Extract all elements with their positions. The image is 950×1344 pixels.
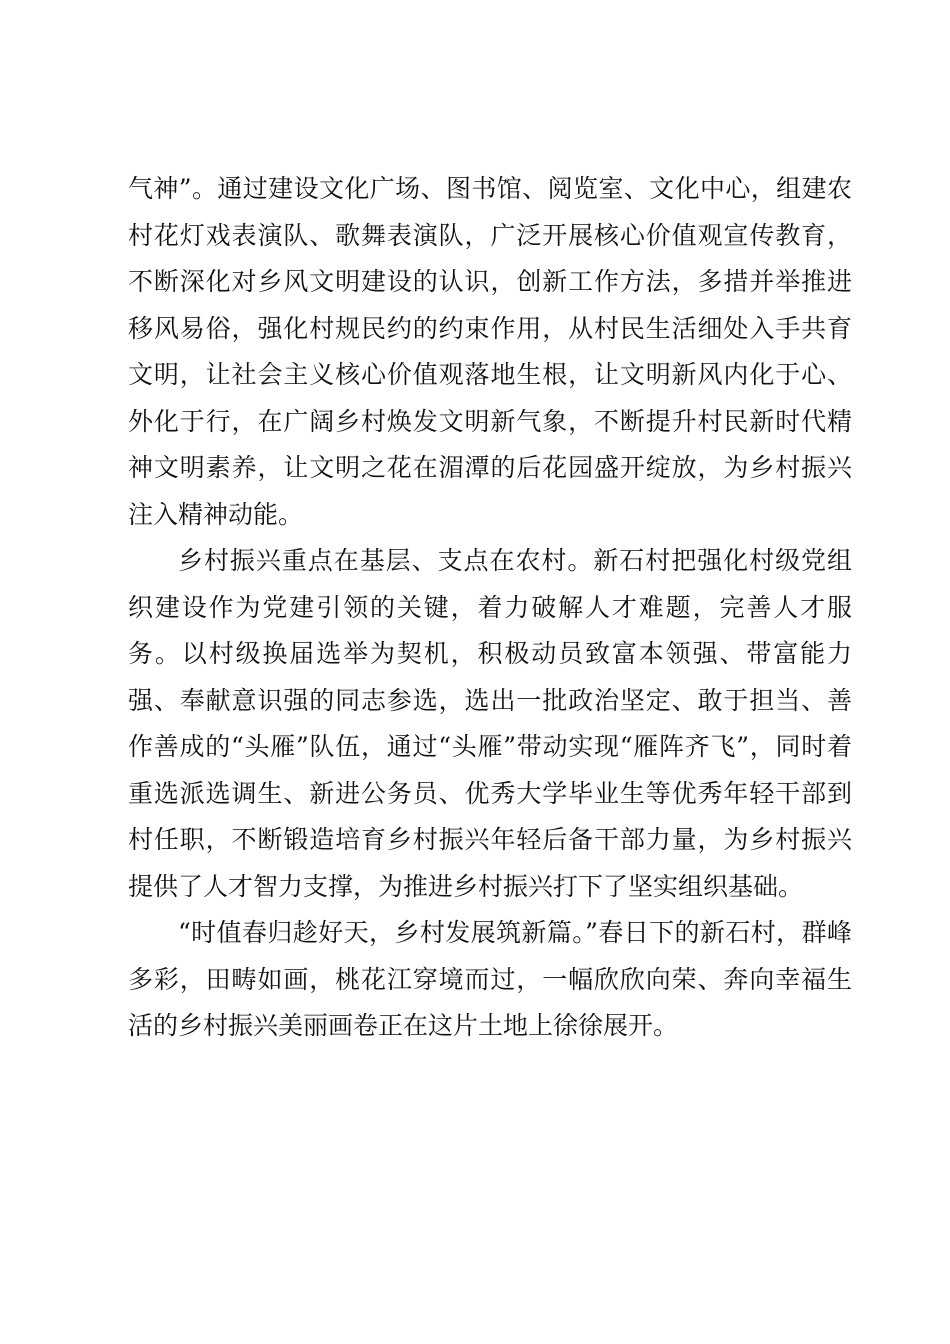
paragraph-2: 乡村振兴重点在基层、支点在农村。新石村把强化村级党组织建设作为党建引领的关键，着力破解人才难题，完善人才服务。以村级换届选举为契机，积极动员致富本领强、带富能力强、奉献意识强的同志参选，选出一批政治坚定、敢于担当、善作善成的“头雁”队伍，通过“头雁”带动实现“雁阵齐飞”，同时着重选派选调生、新进公务员、优秀大学毕业生等优秀年轻干部到村任职，不断锻造培育乡村振兴年轻后备干部力量，为乡村振兴提供了人才智力支撑，为推进乡村振兴打下了坚实组织基础。 <box>128 546 852 901</box>
document-body <box>128 166 852 1050</box>
paragraph-3: “时值春归趁好天，乡村发展筑新篇。”春日下的新石村，群峰多彩，田畴如画，桃花江穿境而过，一幅欣欣向荣、奔向幸福生活的乡村振兴美丽画卷正在这片土地上徐徐展开。 <box>128 918 852 1040</box>
paragraph-1: 气神”。通过建设文化广场、图书馆、阅览室、文化中心，组建农村花灯戏表演队、歌舞表演队，广泛开展核心价值观宣传教育，不断深化对乡风文明建设的认识，创新工作方法，多措并举推进移风易俗，强化村规民约的约束作用，从村民生活细处入手共育文明，让社会主义核心价值观落地生根，让文明新风内化于心、外化于行，在广阔乡村焕发文明新气象，不断提升村民新时代精神文明素养，让文明之花在湄潭的后花园盛开绽放，为乡村振兴注入精神动能。 <box>128 174 852 529</box>
